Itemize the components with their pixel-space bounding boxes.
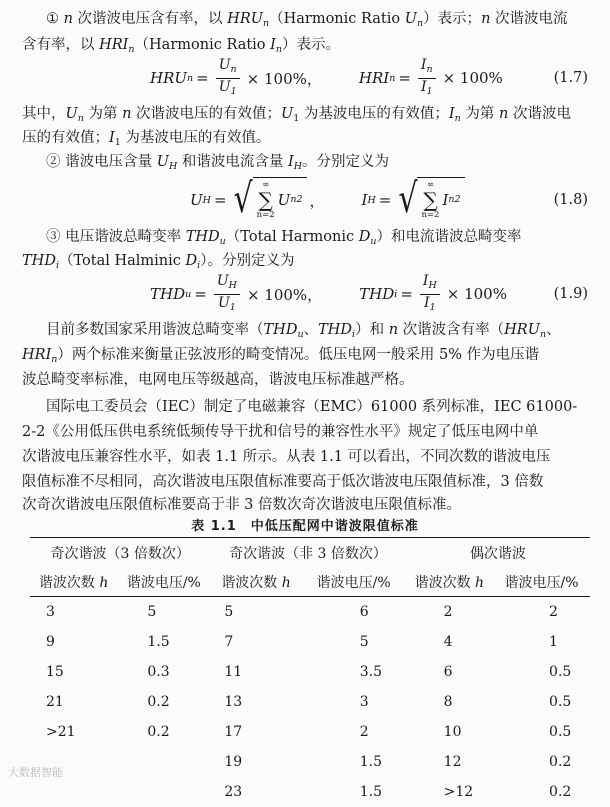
- para4-line1: ③ 电压谐波总畸变率 $THD_u(Total$ Harmonic $D_u$）和电流谐波总畸变率: [46, 229, 522, 247]
- fraction-hru: $\frac{U_n}{U_1}$: [216, 57, 240, 100]
- equation-1-7-body: HRU n = $\frac{U_n}{U_1}$ × 100%， HRI n = $\frac{I_n}{I_1}$ × 100%: [150, 56, 506, 100]
- para6-line4: 限值标准不尽相同，高次谐波电压限值标准要高于低次谐波电压限值标准，3 倍数: [22, 474, 544, 490]
- equation-1-8-body: U H = √ ∞ ∑ n=2 U n 2 ， I H = √ ∞ ∑ n=2 I n 2: [190, 178, 465, 222]
- para6-line1: 国际电工委员会（IEC）制定了电磁兼容（EMC）61000 系列标准，IEC 61000-: [46, 399, 578, 415]
- watermark: 大数据智能: [8, 766, 63, 779]
- sum-symbol: ∞ ∑ n=2: [256, 179, 275, 220]
- table-group-header-row: [30, 538, 590, 568]
- equation-number-1-7: (1.7): [553, 70, 588, 86]
- col-voltage: 谐波电压/%: [126, 574, 201, 591]
- equation-1-9-body: THD u = $\frac{U_H}{U_1}$ × 100%， THD i = $\frac{I_H}{I_1}$ × 100%: [150, 272, 507, 313]
- table-row: 3 5 5 6 2 2: [46, 604, 558, 620]
- para6-line3: 次谐波电压兼容性水平，如表 1.1 所示。从表 1.1 可以看出，不同次数的谐波电压: [22, 449, 551, 465]
- equation-1-7: [0, 56, 610, 100]
- para2-line1: 其中，$U_n$ 为第 n 次谐波电压的有效值；$U_1$ 为基波电压的有效值；$I_n$ 为第 n 次谐波电: [22, 106, 571, 124]
- col-order: 谐波次数 h: [38, 574, 109, 591]
- group-even: 偶次谐波: [469, 545, 526, 562]
- para1-line1: ① n 次谐波电压含有率，以 $HRU_n(Harmonic$ Ratio $U_n$）表示；n 次谐波电流: [46, 11, 568, 29]
- table-row: 15 0.3 11 3.5 6 0.5: [46, 664, 572, 680]
- col-voltage: 谐波电压/%: [504, 574, 579, 591]
- equation-1-8: [0, 175, 610, 223]
- group-odd-triplen: 奇次谐波（3 倍数次）: [50, 545, 190, 562]
- equation-number-1-9: (1.9): [553, 286, 588, 302]
- para6-line2: 2-2《公用低压供电系统低频传导干扰和信号的兼容性水平》规定了低压电网中单: [22, 424, 539, 440]
- para5-line3: 波总畸变率标准，电网电压等级越高，谐波电压标准越严格。: [22, 372, 414, 388]
- table-row: 9 1.5 7 5 4 1: [46, 634, 558, 650]
- col-order: 谐波次数 h: [221, 574, 291, 591]
- table-subheader-row: [30, 567, 590, 597]
- para4-line2: $THD_i(Total$ Halminic $D_i$）。分别定义为: [22, 253, 295, 271]
- para6-line5: 次奇次谐波电压限值标准要高于非 3 倍数次奇次谐波电压限值标准。: [22, 497, 461, 513]
- col-voltage: 谐波电压/%: [316, 574, 391, 591]
- para5-line2: $HRI_n$）两个标准来衡量正弦波形的畸变情况。低压电网一般采用 5% 作为电压谐: [22, 347, 540, 365]
- table-row: 23 1.5 >12 0.2: [224, 784, 572, 800]
- para2-line2: 压的有效值；$I_1$ 为基波电压的有效值。: [22, 130, 271, 148]
- sqrt-i: √ ∞ ∑ n=2 I n 2: [398, 181, 464, 220]
- table-caption: 表 1.1 中低压配网中谐波限值标准: [191, 519, 419, 534]
- group-odd-non-triplen: 奇次谐波（非 3 倍数次）: [229, 545, 387, 562]
- harmonic-limits-table: [30, 537, 590, 807]
- fraction-hri: $\frac{I_n}{I_1}$: [418, 57, 436, 100]
- para5-line1: 目前多数国家采用谐波总畸变率（$THD_u$、$THD_i$）和 n 次谐波含有率（$HRU_n$、: [46, 322, 561, 340]
- equation-1-9: [0, 272, 610, 316]
- table-row: >21 0.2 17 2 10 0.5: [46, 724, 572, 740]
- para1-line2: 含有率，以 $HRI_n(Harmonic$ Ratio $I_n$）表示。: [22, 37, 340, 55]
- equation-number-1-8: (1.8): [553, 192, 588, 208]
- col-order: 谐波次数 h: [414, 574, 485, 591]
- para3-line1: ② 谐波电压含量 $U_H$ 和谐波电流含量 $I_H$。分别定义为: [46, 154, 389, 172]
- table-row: 19 1.5 12 0.2: [224, 754, 572, 770]
- table-row: 21 0.2 13 3 8 0.5: [46, 694, 572, 710]
- sqrt-u: √ ∞ ∑ n=2 U n 2: [234, 181, 307, 220]
